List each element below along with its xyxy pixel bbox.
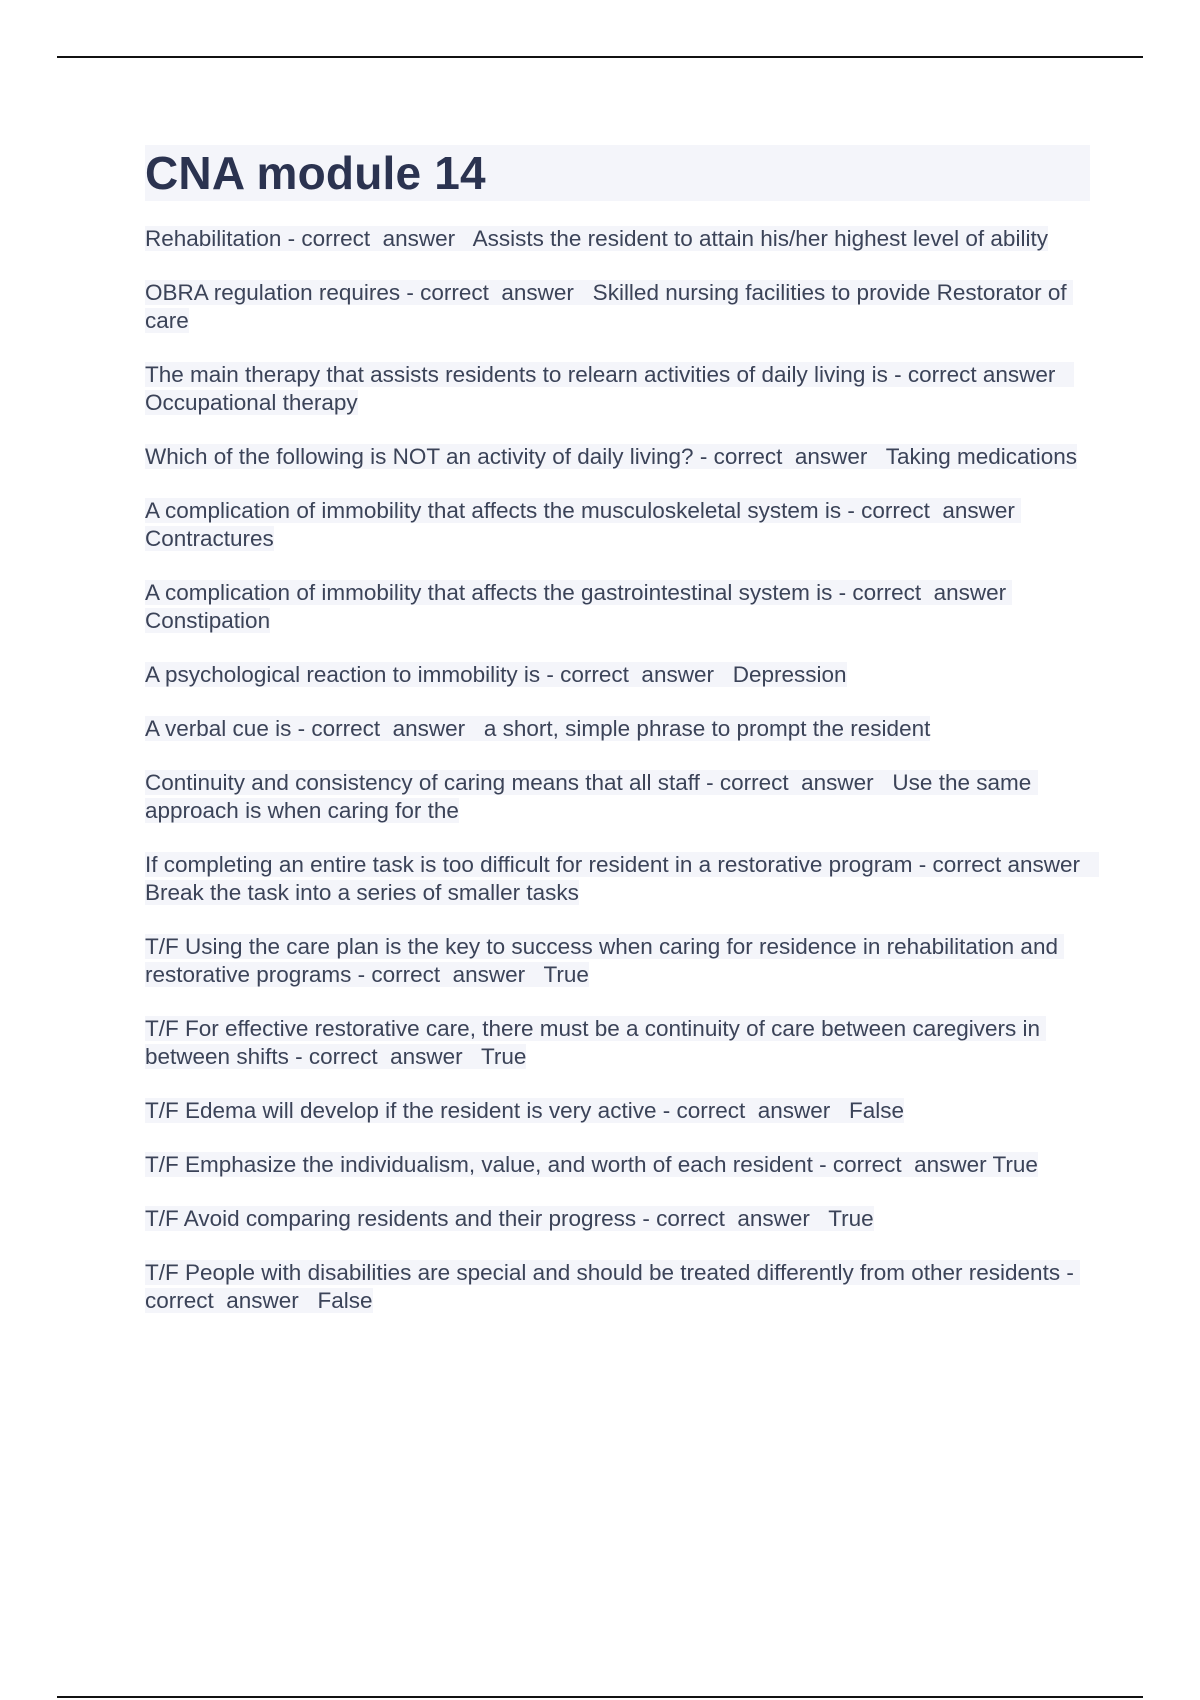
qa-item — [145, 851, 1099, 907]
qa-text: T/F Emphasize the individualism, value, and worth of each resident - correct answer True — [145, 1152, 1038, 1177]
qa-item — [145, 497, 1090, 553]
qa-text: T/F Using the care plan is the key to success when caring for residence in rehabilitation and restorative programs - correct answer True — [145, 934, 1065, 987]
qa-item — [145, 1205, 1090, 1233]
qa-text: A psychological reaction to immobility is - correct answer Depression — [145, 662, 847, 687]
qa-item — [145, 1259, 1090, 1315]
qa-item — [145, 1151, 1090, 1179]
qa-item — [145, 1015, 1090, 1071]
qa-text: T/F Avoid comparing residents and their progress - correct answer True — [145, 1206, 874, 1231]
qa-text: Rehabilitation - correct answer Assists the resident to attain his/her highest level of ability — [145, 226, 1048, 251]
bottom-rule — [57, 1696, 1143, 1698]
qa-text: T/F People with disabilities are special and should be treated differently from other residents - correct answer False — [145, 1260, 1081, 1313]
qa-item — [145, 361, 1090, 417]
qa-item — [145, 279, 1090, 335]
qa-item — [145, 1097, 1090, 1125]
qa-text: OBRA regulation requires - correct answer Skilled nursing facilities to provide Restorator of care — [145, 280, 1073, 333]
title-band — [145, 145, 1090, 201]
qa-item — [145, 443, 1090, 471]
qa-text: The main therapy that assists residents to relearn activities of daily living is - correct answer Occupational therapy — [145, 362, 1075, 415]
qa-text: T/F Edema will develop if the resident is very active - correct answer False — [145, 1098, 905, 1123]
qa-item — [145, 661, 1090, 689]
qa-text: Which of the following is NOT an activity of daily living? - correct answer Taking medications — [145, 444, 1078, 469]
qa-text: T/F For effective restorative care, there must be a continuity of care between caregivers in between shifts - correct answer True — [145, 1016, 1047, 1069]
qa-list — [145, 225, 1099, 1315]
qa-item — [145, 769, 1090, 825]
qa-text: A complication of immobility that affects the gastrointestinal system is - correct answer Constipation — [145, 580, 1013, 633]
qa-text: A complication of immobility that affects the musculoskeletal system is - correct answer Contractures — [145, 498, 1022, 551]
qa-text: If completing an entire task is too difficult for resident in a restorative program - correct answer Break the task into a series of smaller tasks — [145, 852, 1099, 905]
document-title: CNA module 14 — [145, 147, 486, 199]
document-body — [145, 145, 1099, 1341]
top-rule — [57, 56, 1143, 58]
qa-text: Continuity and consistency of caring means that all staff - correct answer Use the same approach is when caring for the — [145, 770, 1038, 823]
qa-text: A verbal cue is - correct answer a short, simple phrase to prompt the resident — [145, 716, 931, 741]
qa-item — [145, 715, 1090, 743]
qa-item — [145, 933, 1090, 989]
qa-item — [145, 225, 1090, 253]
qa-item — [145, 579, 1090, 635]
